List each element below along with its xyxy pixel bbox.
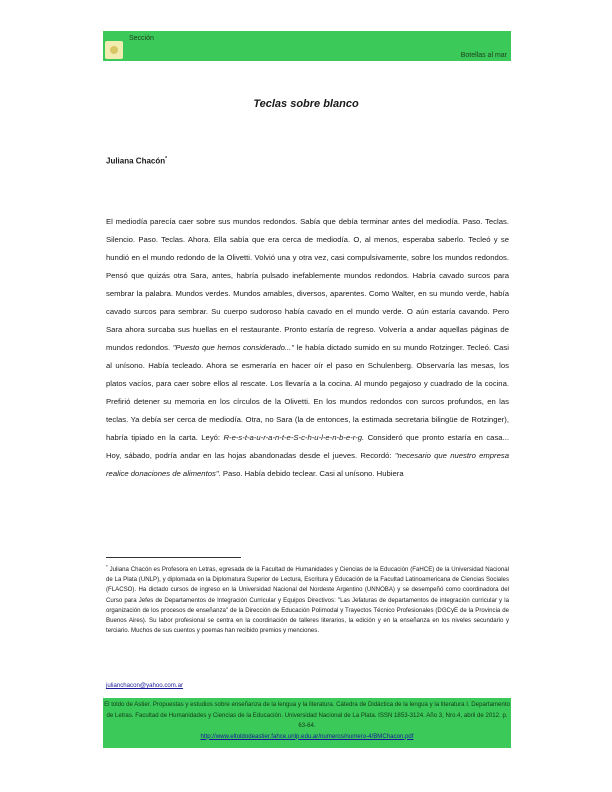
body-text-run: El mediodía parecía caer sobre sus mundos redondos. Sabía que debía terminar antes del mediodía. Paso. Teclas. Silencio. Paso. Teclas. Ahora. Ella sabía que era cerca de mediodía. O, al menos, esperaba saberlo. Tecleó y se hundió en el mundo redondo de la Olivetti. Volvió una y otra vez, casi compulsivamente, sobre los mundos redondos. Pensó que quizás otra Sara, antes, habría pulsado inefablemente mundos redondos. Habría cavado surcos para sembrar la palabra. Mundos verdes. Mundos amables, diversos, aparentes. Como Walter, en su mundo verde, había cavado surcos para sembrar. Su cuerpo sudoroso había cavado en el mundo verde. O aún estaría cavando. Pero Sara ahora surcaba sus huellas en el restaurante. Pronto estaría de regreso. Volvería a andar aquellas páginas de mundos redondos. <box>106 217 509 352</box>
author-name <box>106 156 167 166</box>
article-title: Teclas sobre blanco <box>253 98 359 110</box>
section-name: Botellas al mar <box>460 52 507 59</box>
author-email-link[interactable]: julianchacon@yahoo.com.ar <box>106 682 183 689</box>
citation-text: El toldo de Astier. Propuestas y estudios sobre enseñanza de la lengua y la literatura. Cátedra de Didáctica de la lengua y la literatura I. Departamento de Letras. Facultad de Humanidades y Ciencias de la Educación. Universidad Nacional de La Plata. ISSN 1853-3124. Año 3, Nro.4, abril de 2012. p. 63-64. <box>104 701 510 729</box>
footnote-mark: * <box>106 564 108 569</box>
body-text-spelled: R-e-s-t-a-u-r-a-n-t-e-S-c-h-u-l-e-n-b-e-r-g. <box>223 433 365 442</box>
body-text-run: . Paso. Había debido teclear. Casi al unísono. Hubiera <box>218 469 404 478</box>
header-band <box>103 31 511 61</box>
footnote-divider <box>106 557 241 558</box>
body-text-run: le había dictado sumido en su mundo Rotzinger. Tecleó. Casi al unísono. Había tecleado. Ahora se esmeraría en hacer oír el paso en Schulenberg. Observaría las mesas, los platos vacíos, para caer sobre ellos al rescate. Los llevaría a la cocina. Al mundo pegajoso y cuadrado de la cocina. Prefirió detener su memoria en los círculos de la Olivetti. En los mundos redondos con surcos profundos, en las teclas. Ya debía ser cerca de mediodía. Otra, no Sara (la de entonces, la estimada secretaria bilingüe de Rotzinger), habría tipiado en la carta. Leyó: <box>106 343 509 442</box>
section-label: Sección <box>129 35 154 42</box>
body-text-run: Consideró que pronto estaría en casa... Hoy, sábado, podría andar en las hojas abandonadas desde el jueves. Recordó: <box>106 433 509 460</box>
citation-footer <box>103 698 511 748</box>
article-body <box>106 213 509 483</box>
body-text-quote: "necesario que nuestro empresa realice donaciones de alimentos" <box>106 451 509 478</box>
body-text-quote: "Puesto que hemos considerado..." <box>172 343 295 352</box>
journal-logo-icon <box>105 41 123 59</box>
author-footnote-mark: * <box>165 156 168 162</box>
author-footnote <box>106 562 509 636</box>
article-url-link[interactable]: http://www.eltoldodeastier.fahce.unlp.edu.ar/numeros/numero-4/BMChacon.pdf <box>200 732 414 740</box>
footnote-text: Juliana Chacón es Profesora en Letras, egresada de la Facultad de Humanidades y Ciencias de la Educación (FaHCE) de la Universidad Nacional de La Plata (UNLP), y diplomada en la Diplomatura Superior de Lectura, Escritura y Educación de la Facultad Latinoamericana de Ciencias Sociales (FLACSO). Ha dictado cursos de ingreso en la Universidad Nacional del Nordeste Argentino (UNNOBA) y se desempeñó como coordinadora del Curso para Jefes de Departamentos de Integración Curricular y Equipos Directivos: "Las Jefaturas de departamentos de integración curricular y la organización de los procesos de enseñanza" de la Dirección de Educación Polimodal y Trayectos Técnico Profesionales (DGCyE de la Provincia de Buenos Aires). Su labor profesional se centra en la coordinación de talleres literarios, la edición y en la enseñanza en los niveles secundario y terciario. Muchos de sus cuentos y poemas han recibido premios y menciones. <box>106 566 509 635</box>
author-name-text: Juliana Chacón <box>106 156 166 166</box>
